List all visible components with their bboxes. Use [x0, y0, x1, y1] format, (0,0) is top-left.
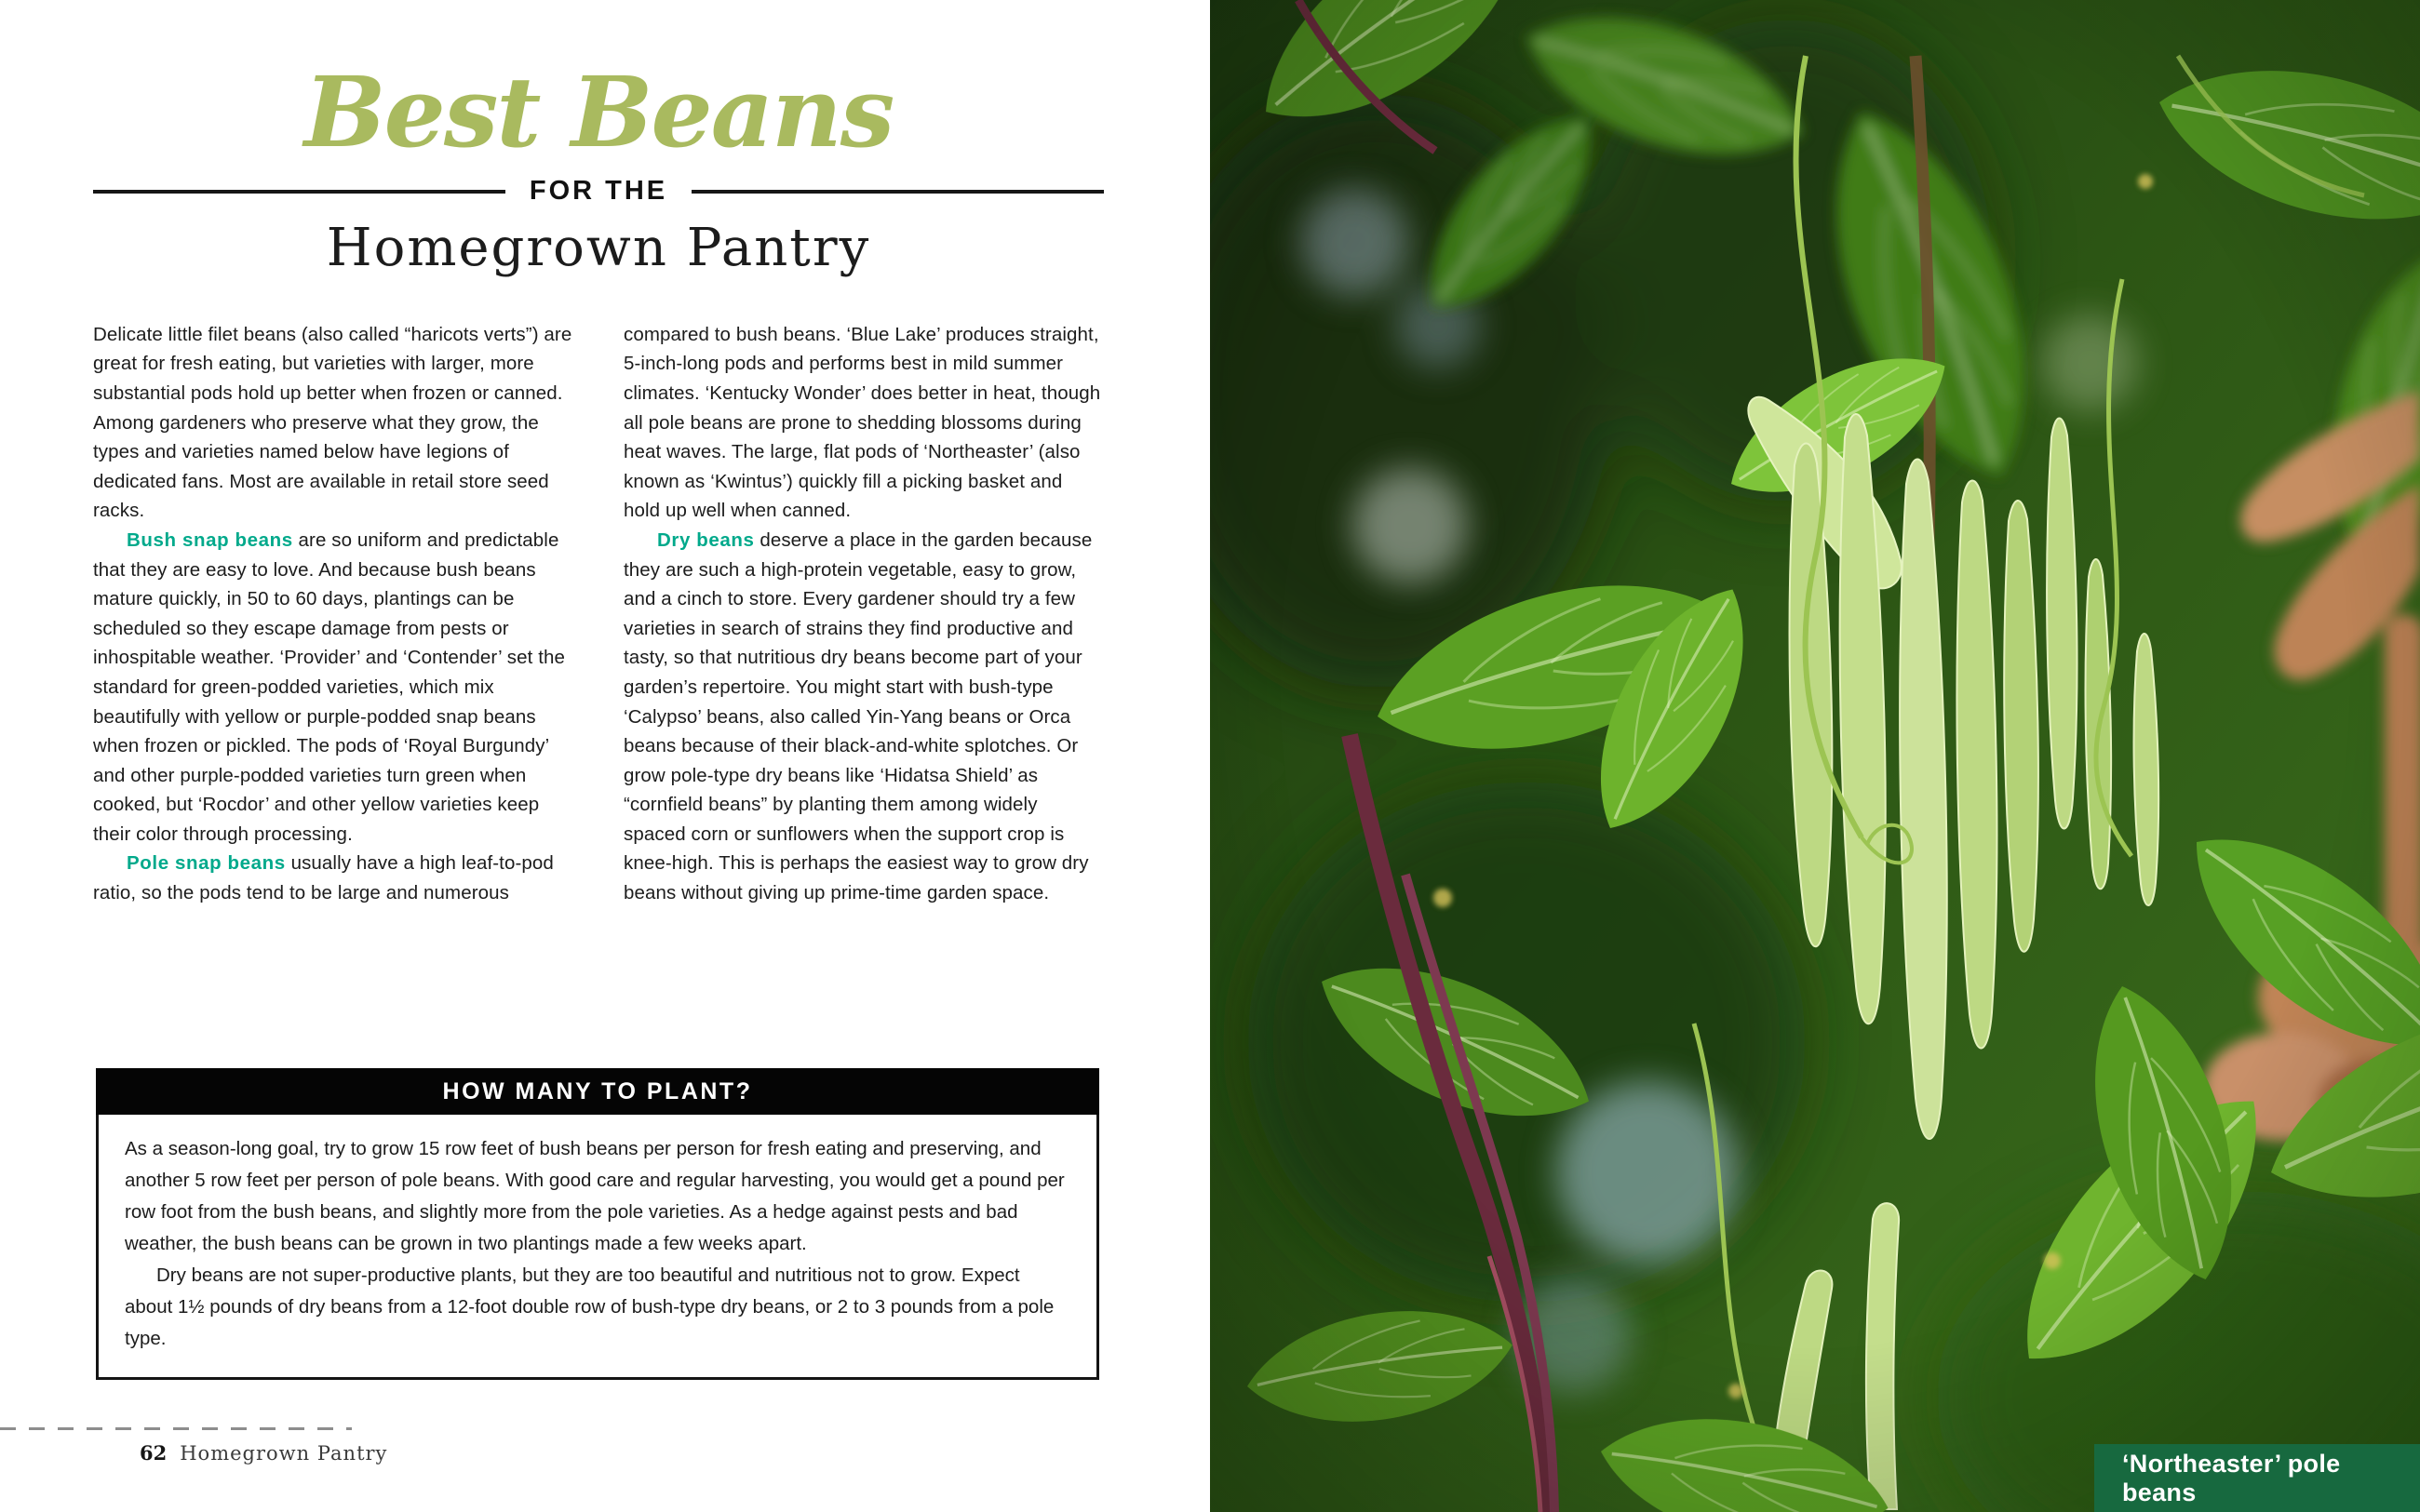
- body-text: deserve a place in the garden because they are such a high-protein vegetable, easy to grow, and a cinch to store. Every gardener should try a few varieties in search of strains they find productive and tasty, so that nutritious dry beans become part of your garden’s repertoire. You might start with bush-type ‘Calypso’ beans, also called Yin-Yang beans or Orca beans because of their black-and-white splotches. Or grow pole-type dry beans like ‘Hidatsa Shield’ as “cornfield beans” by planting them among widely spaced corn or sunflowers when the support crop is knee-high. This is perhaps the easiest way to grow dry beans without giving up prime-time garden space.: [624, 529, 1093, 904]
- kicker-row: [93, 176, 1104, 207]
- how-many-to-plant-box: [96, 1068, 1099, 1380]
- lead-in-term: Dry beans: [657, 529, 755, 551]
- article-columns: [93, 320, 1104, 908]
- callout-header: HOW MANY TO PLANT?: [96, 1068, 1099, 1115]
- body-text: compared to bush beans. ‘Blue Lake’ produces straight, 5-inch-long pods and performs best in mild summer climates. ‘Kentucky Wonder’ does better in heat, though all pole beans are prone to shedding blossoms during heat waves. The large, flat pods of ‘Northeaster’ (also known as ‘Kwintus’) quickly fill a picking basket and hold up well when canned.: [624, 323, 1101, 522]
- kicker-rule-left: [93, 190, 505, 194]
- callout-body: [96, 1115, 1099, 1380]
- callout-paragraph: Dry beans are not super-productive plants, but they are too beautiful and nutritious not to grow. Expect about 1½ pounds of dry beans from a 12-foot double row of bush-type dry beans, or 2 to 3 pounds from a pole type.: [125, 1264, 1055, 1349]
- body-text: are so uniform and predictable that they are easy to love. And because bush beans mature quickly, in 50 to 60 days, plantings can be scheduled so they escape damage from pests or inhospitable weather. ‘Provider’ and ‘Contender’ set the standard for green-podded varieties, which mix beautifully with yellow or purple-podded snap beans when frozen or pickled. The pods of ‘Royal Burgundy’ and other purple-podded varieties turn green when cooked, but ‘Rocdor’ and other yellow varieties keep their color through processing.: [93, 529, 566, 845]
- footer-dashed-rule: [0, 1427, 352, 1430]
- left-page-content: [93, 0, 1104, 908]
- kicker-text: FOR THE: [529, 176, 668, 207]
- pole-beans-photo: [1210, 0, 2420, 1512]
- page-number: 62: [140, 1441, 168, 1465]
- page-subtitle: Homegrown Pantry: [326, 218, 871, 279]
- article-column-2: [624, 320, 1104, 908]
- footer-book-title: Homegrown Pantry: [180, 1442, 388, 1465]
- callout-paragraph: As a season-long goal, try to grow 15 row feet of bush beans per person for fresh eating and preserving, and another 5 row feet per person of pole beans. With good care and regular harvesting, you would get a pound per row foot from the bush beans, and slightly more from the pole varieties. As a hedge against pests and bad weather, the bush beans can be grown in two plantings made a few weeks apart.: [125, 1138, 1065, 1254]
- photo-page: [1210, 0, 2420, 1512]
- kicker-rule-right: [692, 190, 1104, 194]
- article-column-1: [93, 320, 573, 908]
- article-paragraph: [93, 320, 573, 526]
- article-paragraph: [624, 526, 1104, 908]
- page-footer: [0, 1427, 1210, 1465]
- photo-vignette: [1210, 0, 2420, 1512]
- article-paragraph: [93, 849, 573, 907]
- body-text: Delicate little filet beans (also called “haricots verts”) are great for fresh eating, but varieties with larger, more substantial pods hold up better when frozen or canned. Among gardeners who preserve what they grow, the types and varieties named below have legions of dedicated fans. Most are available in retail store seed racks.: [93, 323, 572, 522]
- footer-folio: [140, 1441, 1210, 1465]
- lead-in-term: Bush snap beans: [127, 529, 293, 551]
- photo-caption: ‘Northeaster’ pole beans: [2094, 1444, 2420, 1512]
- page-title: Best Beans: [303, 55, 894, 169]
- article-paragraph: [93, 526, 573, 850]
- article-paragraph: [624, 320, 1104, 526]
- body-text: usually have a high leaf-to-pod ratio, so the pods tend to be large and numerous: [93, 852, 554, 904]
- lead-in-term: Pole snap beans: [127, 852, 286, 875]
